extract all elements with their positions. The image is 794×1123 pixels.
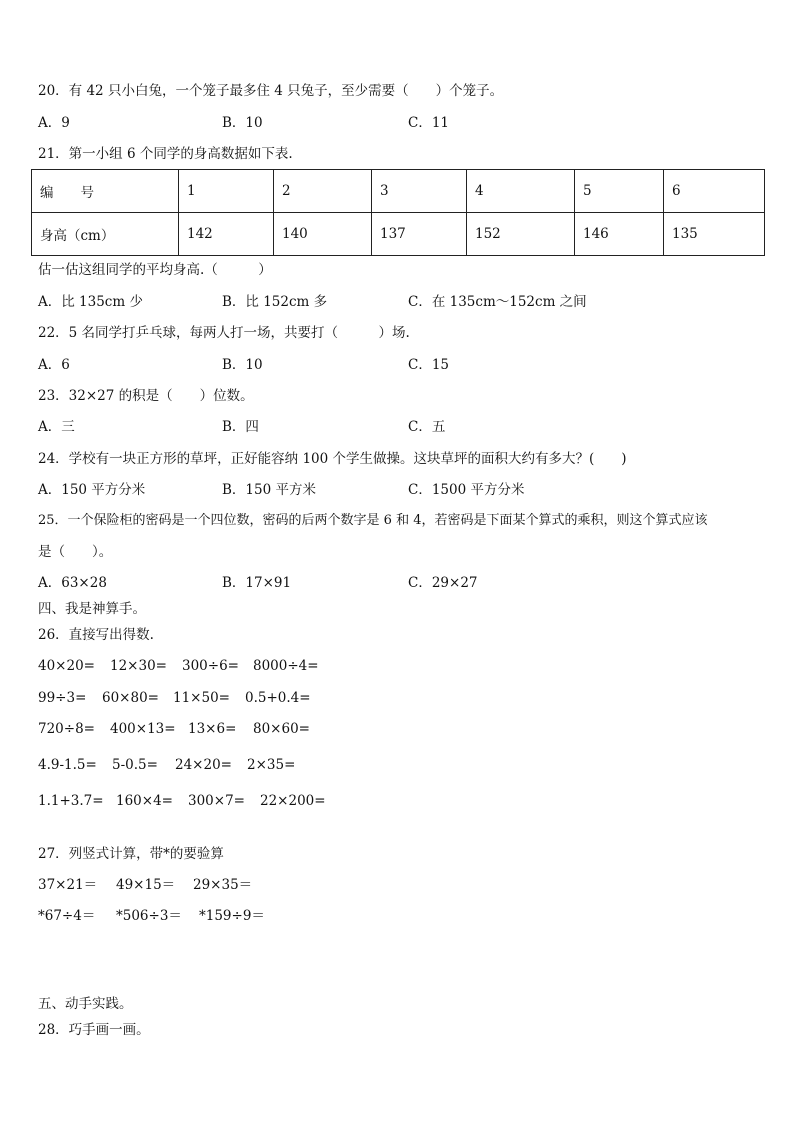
q20-option-a: A．9 <box>38 115 70 131</box>
vertical-calc-item: *506÷3＝ <box>116 908 182 924</box>
vertical-calc-item: *67÷4＝ <box>38 908 96 924</box>
q25-option-c: C．29×27 <box>408 575 478 591</box>
calc-item: 22×200= <box>260 793 326 809</box>
calc-item: 99÷3= <box>38 690 87 706</box>
calc-item: 8000÷4= <box>253 658 319 674</box>
q22-option-b: B．10 <box>222 357 263 373</box>
q21-question: 估一估这组同学的平均身高.（ ） <box>38 262 272 278</box>
calc-item: 80×60= <box>253 721 310 737</box>
calc-item: 60×80= <box>102 690 159 706</box>
calc-item: 720÷8= <box>38 721 95 737</box>
q20-option-b: B．10 <box>222 115 263 131</box>
q24-stem: 24．学校有一块正方形的草坪，正好能容纳 100 个学生做操。这块草坪的面积大约有多大？( ) <box>38 451 627 467</box>
vertical-calc-item: *159÷9＝ <box>199 908 265 924</box>
calc-item: 2×35= <box>247 757 296 773</box>
q25-stem-line1: 25．一个保险柜的密码是一个四位数，密码的后两个数字是 6 和 4，若密码是下面某个算式的乘积，则这个算式应该 <box>38 513 708 528</box>
q23-stem: 23．32×27 的积是（ ）位数。 <box>38 388 254 404</box>
calc-item: 400×13= <box>110 721 176 737</box>
calc-item: 13×6= <box>188 721 237 737</box>
calc-item: 160×4= <box>116 793 173 809</box>
calc-item: 40×20= <box>38 658 95 674</box>
q21-option-b: B．比 152cm 多 <box>222 294 328 310</box>
q22-option-c: C．15 <box>408 357 450 373</box>
table-cell: 4 <box>467 170 575 213</box>
calc-item: 0.5+0.4= <box>245 690 311 706</box>
q22-stem: 22．5 名同学打乒乓球，每两人打一场，共要打（ ）场. <box>38 325 410 341</box>
calc-item: 1.1+3.7= <box>38 793 104 809</box>
q25-option-b: B．17×91 <box>222 575 292 591</box>
q20-stem: 20．有 42 只小白兔，一个笼子最多住 4 只兔子，至少需要（ ）个笼子。 <box>38 83 504 99</box>
calc-item: 11×50= <box>173 690 230 706</box>
q21-stem: 21．第一小组 6 个同学的身高数据如下表. <box>38 146 293 162</box>
table-cell: 3 <box>372 170 467 213</box>
table-row <box>32 213 765 256</box>
q26-stem: 26．直接写出得数. <box>38 627 154 643</box>
calc-item: 24×20= <box>175 757 232 773</box>
table-cell: 1 <box>179 170 274 213</box>
table-cell: 137 <box>372 213 467 256</box>
q24-option-b: B．150 平方米 <box>222 482 316 498</box>
table-cell: 身高（cm） <box>32 213 179 256</box>
calc-item: 4.9-1.5= <box>38 757 97 773</box>
calc-item: 300×7= <box>188 793 245 809</box>
q23-option-a: A．三 <box>38 419 75 435</box>
q24-option-a: A．150 平方分米 <box>38 482 146 498</box>
q25-option-a: A．63×28 <box>38 575 107 591</box>
table-cell: 编 号 <box>32 170 179 213</box>
table-cell: 5 <box>575 170 664 213</box>
table-cell: 142 <box>179 213 274 256</box>
q21-option-c: C．在 135cm～152cm 之间 <box>408 294 587 310</box>
calc-item: 5-0.5= <box>112 757 158 773</box>
height-table <box>31 169 765 256</box>
calc-item: 300÷6= <box>182 658 239 674</box>
table-header-row <box>32 170 765 213</box>
q24-option-c: C．1500 平方分米 <box>408 482 525 498</box>
table-cell: 6 <box>664 170 765 213</box>
calc-item: 12×30= <box>110 658 167 674</box>
table-cell: 140 <box>274 213 372 256</box>
vertical-calc-item: 29×35＝ <box>193 877 253 893</box>
q23-option-b: B．四 <box>222 419 259 435</box>
q28-stem: 28．巧手画一画。 <box>38 1022 150 1038</box>
q20-option-c: C．11 <box>408 115 450 131</box>
table-cell: 2 <box>274 170 372 213</box>
q21-option-a: A．比 135cm 少 <box>38 294 143 310</box>
table-cell: 135 <box>664 213 765 256</box>
vertical-calc-item: 37×21＝ <box>38 877 98 893</box>
q23-option-c: C．五 <box>408 419 446 435</box>
section-5-heading: 五、动手实践。 <box>38 996 133 1012</box>
q25-stem-line2: 是（ ）。 <box>38 544 113 560</box>
table-cell: 152 <box>467 213 575 256</box>
section-4-heading: 四、我是神算手。 <box>38 601 146 617</box>
vertical-calc-item: 49×15＝ <box>116 877 176 893</box>
q27-stem: 27．列竖式计算，带*的要验算 <box>38 846 224 862</box>
q22-option-a: A．6 <box>38 357 70 373</box>
table-cell: 146 <box>575 213 664 256</box>
